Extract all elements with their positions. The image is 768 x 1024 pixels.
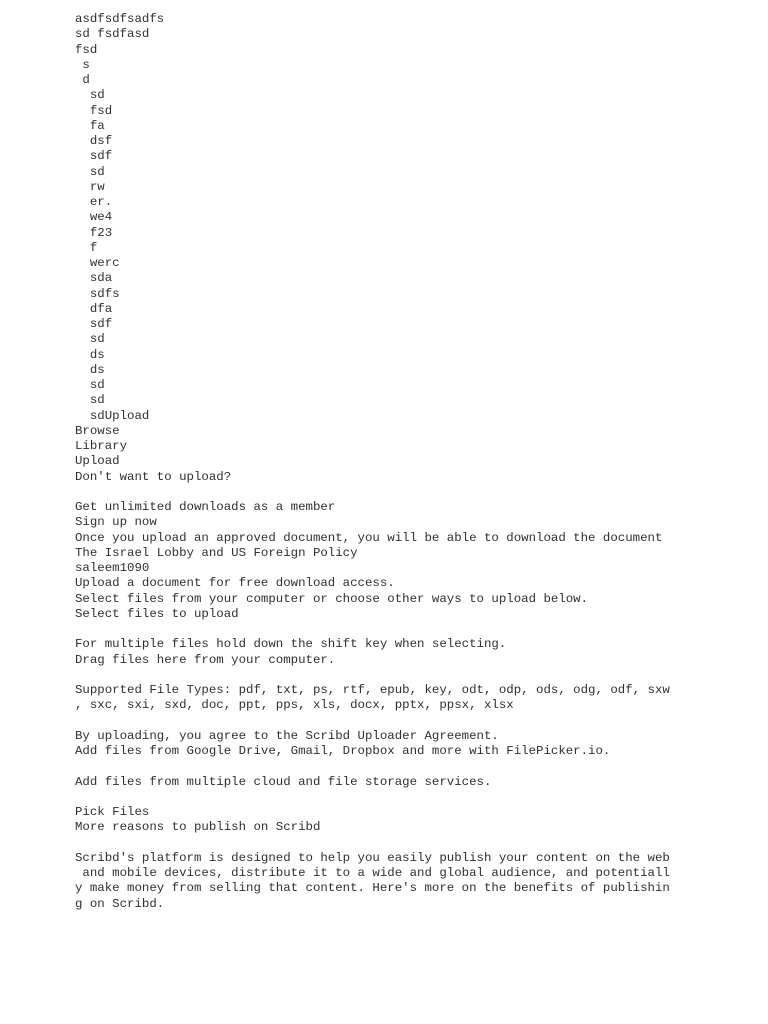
membership-heading: Get unlimited downloads as a member bbox=[75, 500, 336, 514]
text-line: sd bbox=[75, 393, 105, 408]
text-line: fa bbox=[75, 118, 105, 133]
cloud-storage-description: Add files from multiple cloud and file storage services. bbox=[75, 774, 492, 789]
publish-body-line: and mobile devices, distribute it to a wide and global audience, and potentiall bbox=[75, 866, 670, 880]
text-line: d bbox=[75, 73, 90, 87]
spacer bbox=[75, 790, 755, 805]
nav-browse-link[interactable]: Browse bbox=[75, 423, 120, 438]
upload-to-download-note: Once you upload an approved document, you will be able to download the document bbox=[75, 530, 663, 545]
publish-body bbox=[75, 851, 755, 912]
text-line: we4 bbox=[75, 210, 113, 225]
spacer bbox=[75, 485, 755, 500]
text-line: sdfs bbox=[75, 286, 120, 301]
multiple-files-hint: For multiple files hold down the shift key when selecting. bbox=[75, 637, 507, 652]
drag-drop-zone[interactable]: Drag files here from your computer. bbox=[75, 652, 336, 667]
text-line: ds bbox=[75, 362, 105, 377]
text-line: sdf bbox=[75, 317, 113, 331]
sign-up-link[interactable]: Sign up now bbox=[75, 515, 157, 530]
filepicker-description: Add files from Google Drive, Gmail, Dropbox and more with FilePicker.io. bbox=[75, 744, 611, 758]
spacer bbox=[75, 622, 755, 637]
uploader-agreement-link[interactable]: By uploading, you agree to the Scribd Uploader Agreement. bbox=[75, 728, 499, 743]
text-line: er. bbox=[75, 195, 113, 209]
text-line: sd bbox=[75, 332, 105, 347]
supported-file-types: Supported File Types: pdf, txt, ps, rtf, epub, key, odt, odp, ods, odg, odf, sxw bbox=[75, 683, 670, 697]
spacer bbox=[75, 759, 755, 774]
document-uploader-link[interactable]: saleem1090 bbox=[75, 561, 150, 575]
text-line: sd bbox=[75, 378, 105, 392]
text-line: dsf bbox=[75, 134, 113, 148]
text-line: sd bbox=[75, 88, 105, 103]
dont-want-to-upload-link[interactable]: Don't want to upload? bbox=[75, 469, 232, 484]
upload-heading: Upload a document for free download access. bbox=[75, 576, 395, 591]
publish-body-line: y make money from selling that content. Here's more on the benefits of publishin bbox=[75, 881, 670, 896]
select-files-button[interactable]: Select files to upload bbox=[75, 606, 239, 621]
spacer bbox=[75, 836, 755, 851]
text-line: ds bbox=[75, 347, 105, 362]
text-line: asdfsdfsadfs bbox=[75, 12, 165, 26]
text-line: f bbox=[75, 240, 98, 255]
text-line: fsd bbox=[75, 103, 113, 118]
page-content bbox=[75, 12, 755, 912]
text-line: werc bbox=[75, 256, 120, 270]
spacer bbox=[75, 714, 755, 729]
scribble-text-block bbox=[75, 12, 755, 424]
text-line: f23 bbox=[75, 225, 113, 240]
text-line: s bbox=[75, 57, 90, 72]
text-line: dfa bbox=[75, 301, 113, 316]
nav-library-link[interactable]: Library bbox=[75, 439, 128, 453]
text-line: sd bbox=[75, 164, 105, 179]
upload-instructions: Select files from your computer or choose other ways to upload below. bbox=[75, 591, 589, 606]
text-line: sdUpload bbox=[75, 408, 150, 423]
publish-body-line: Scribd's platform is designed to help you easily publish your content on the web bbox=[75, 850, 670, 865]
text-line: sdf bbox=[75, 149, 113, 164]
supported-file-types-cont: , sxc, sxi, sxd, doc, ppt, pps, xls, docx, pptx, ppsx, xlsx bbox=[75, 698, 514, 713]
document-title-link[interactable]: The Israel Lobby and US Foreign Policy bbox=[75, 545, 358, 560]
publish-body-line: g on Scribd. bbox=[75, 896, 165, 911]
publish-heading: More reasons to publish on Scribd bbox=[75, 820, 321, 835]
text-line: fsd bbox=[75, 42, 98, 57]
text-line: rw bbox=[75, 179, 105, 194]
nav-upload-link[interactable]: Upload bbox=[75, 454, 120, 469]
text-line: sd fsdfasd bbox=[75, 27, 150, 42]
text-line: sda bbox=[75, 271, 113, 286]
spacer bbox=[75, 668, 755, 683]
pick-files-button[interactable]: Pick Files bbox=[75, 805, 150, 819]
